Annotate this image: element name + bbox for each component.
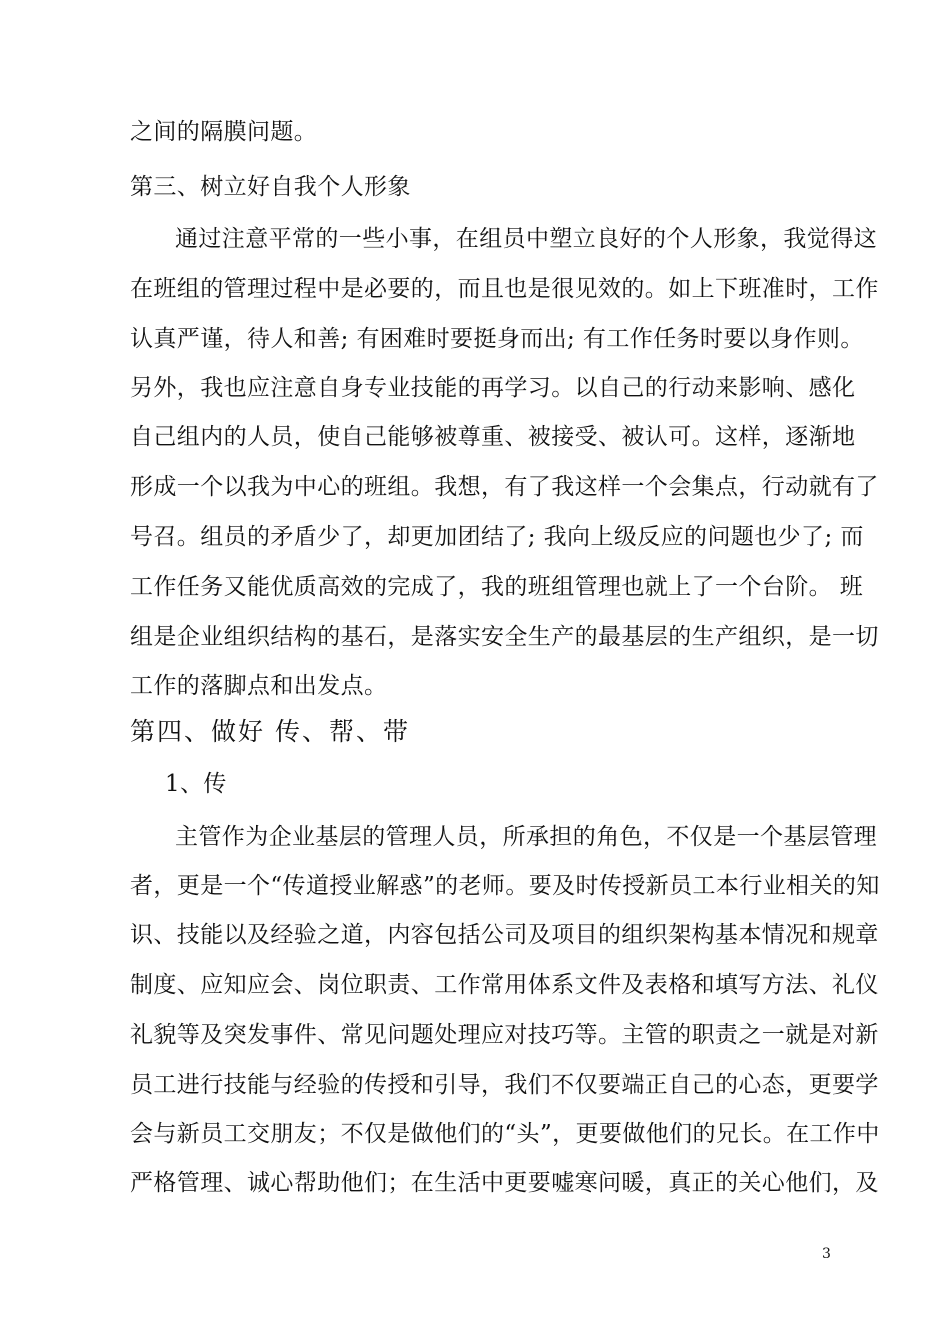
paragraph-line: 在班组的管理过程中是必要的，而且也是很见效的。如上下班准时，工作 [130,276,879,302]
section-heading-3: 第三、树立好自我个人形象 [130,174,411,200]
paragraph-line: 主管作为企业基层的管理人员，所承担的角色，不仅是一个基层管理 [175,824,877,850]
paragraph-line: 通过注意平常的一些小事，在组员中塑立良好的个人形象，我觉得这 [175,226,877,252]
paragraph-line: 工作任务又能优质高效的完成了，我的班组管理也就上了一个台阶。 班 [130,574,864,600]
paragraph-line: 会与新员工交朋友；不仅是做他们的“头”，更要做他们的兄长。在工作中 [130,1121,880,1147]
paragraph-line: 号召。组员的矛盾少了，却更加团结了; 我向上级反应的问题也少了; 而 [130,524,864,550]
paragraph-line: 严格管理、诚心帮助他们；在生活中更要嘘寒问暖，真正的关心他们，及 [130,1170,879,1196]
paragraph-line: 自己组内的人员，使自己能够被尊重、被接受、被认可。这样，逐渐地 [130,424,856,450]
paragraph-line: 之间的隔膜问题。 [130,119,318,145]
paragraph-line: 员工进行技能与经验的传授和引导，我们不仅要端正自己的心态，更要学 [130,1072,879,1098]
paragraph-line: 识、技能以及经验之道，内容包括公司及项目的组织架构基本情况和规章 [130,922,879,948]
section-heading-4: 第四、做好 传、帮、带 [130,717,410,746]
paragraph-line: 组是企业组织结构的基石，是落实安全生产的最基层的生产组织，是一切 [130,624,879,650]
paragraph-line: 者，更是一个“传道授业解惑”的老师。要及时传授新员工本行业相关的知 [130,873,880,899]
paragraph-line: 另外，我也应注意自身专业技能的再学习。以自己的行动来影响、感化 [130,375,856,401]
paragraph-line: 礼貌等及突发事件、常见问题处理应对技巧等。主管的职责之一就是对新 [130,1022,879,1048]
paragraph-line: 制度、应知应会、岗位职责、工作常用体系文件及表格和填写方法、礼仪 [130,972,879,998]
paragraph-line: 工作的落脚点和出发点。 [130,673,388,699]
paragraph-line: 认真严谨，待人和善; 有困难时要挺身而出; 有工作任务时要以身作则。 [130,326,864,352]
paragraph-line: 形成一个以我为中心的班组。我想，有了我这样一个会集点，行动就有了 [130,474,879,500]
subsection-heading: 1、传 [165,771,227,797]
page-number: 3 [822,1246,831,1262]
